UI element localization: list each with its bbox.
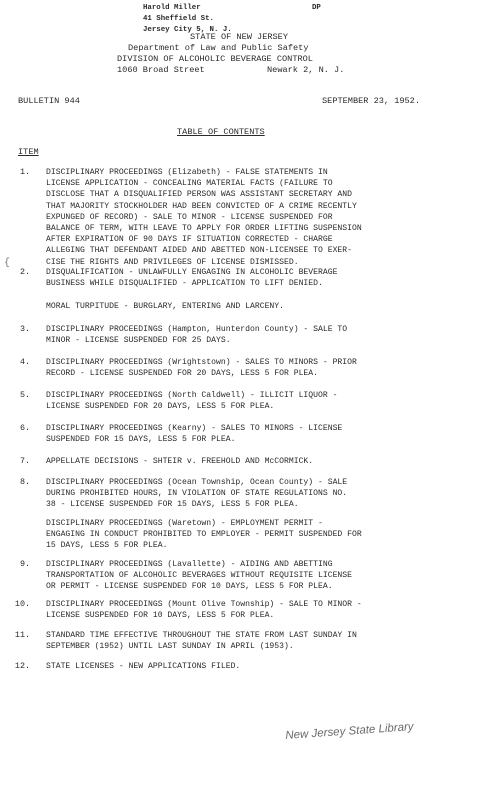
item-number: 12. <box>14 661 30 671</box>
item-line: TRANSPORTATION OF ALCOHOLIC BEVERAGES WITHOUT REQUISITE LICENSE <box>46 571 352 581</box>
header-street: 1060 Broad Street <box>117 65 205 75</box>
item-line: DISCIPLINARY PROCEEDINGS (Waretown) - EMPLOYMENT PERMIT - <box>46 519 323 528</box>
item-line: BALANCE OF TERM, WITH LEAVE TO APPLY FOR ORDER LIFTING SUSPENSION <box>46 224 362 234</box>
item-line: EXPUNGED OF RECORD) - SALE TO MINOR - LICENSE SUSPENDED FOR <box>46 212 333 222</box>
item-8-text <box>46 477 476 511</box>
header-department: Department of Law and Public Safety <box>128 43 309 53</box>
item-line: MINOR - LICENSE SUSPENDED FOR 25 DAYS. <box>46 336 231 346</box>
item-line: CISE THE RIGHTS AND PRIVILEGES OF LICENSE DISMISSED. <box>46 257 299 267</box>
item-line: DISQUALIFICATION - UNLAWFULLY ENGAGING IN ALCOHOLIC BEVERAGE <box>46 268 338 277</box>
addressee-name: Harold Miller <box>143 4 201 12</box>
item-line: 15 DAYS, LESS 5 FOR PLEA. <box>46 541 168 551</box>
item-9-text <box>46 559 476 593</box>
item-5-text <box>46 390 476 412</box>
item-line: BUSINESS WHILE DISQUALIFIED - APPLICATION TO LIFT DENIED. <box>46 279 323 289</box>
corner-mark: DP <box>312 4 321 12</box>
header-division: DIVISION OF ALCOHOLIC BEVERAGE CONTROL <box>117 54 313 64</box>
item-number: 2. <box>19 267 30 277</box>
item-line: OR PERMIT - LICENSE SUSPENDED FOR 10 DAYS, LESS 5 FOR PLEA. <box>46 582 333 592</box>
item-line: LICENSE SUSPENDED FOR 10 DAYS, LESS 5 FOR PLEA. <box>46 611 275 621</box>
item-line: DISCIPLINARY PROCEEDINGS (Wrightstown) - SALES TO MINORS - PRIOR <box>46 358 357 367</box>
item-line: ENGAGING IN CONDUCT PROHIBITED TO EMPLOYER - PERMIT SUSPENDED FOR <box>46 530 362 540</box>
item-line: RECORD - LICENSE SUSPENDED FOR 20 DAYS, LESS 5 FOR PLEA. <box>46 369 318 379</box>
addressee-street: 41 Sheffield St. <box>143 15 214 23</box>
item-number: 6. <box>19 423 30 433</box>
item-3-text <box>46 324 476 346</box>
item-2-subtext <box>46 301 476 312</box>
item-12-text <box>46 661 476 672</box>
item-number: 3. <box>19 324 30 334</box>
item-number: 4. <box>19 357 30 367</box>
item-line: DISCIPLINARY PROCEEDINGS (North Caldwell) - ILLICIT LIQUOR - <box>46 391 338 400</box>
item-line: THAT MAJORITY STOCKHOLDER HAD BEEN CONVICTED OF A CRIME RECENTLY <box>46 201 357 211</box>
item-line: DURING PROHIBITED HOURS, IN VIOLATION OF STATE REGULATIONS NO. <box>46 489 348 499</box>
item-line: DISCIPLINARY PROCEEDINGS (Ocean Township, Ocean County) - SALE <box>46 478 348 487</box>
item-6-text <box>46 423 476 445</box>
item-line: DISCIPLINARY PROCEEDINGS (Hampton, Hunterdon County) - SALE TO <box>46 325 348 334</box>
item-line: APPELLATE DECISIONS - SHTEIR v. FREEHOLD AND McCORMICK. <box>46 457 314 466</box>
item-line: STATE LICENSES - NEW APPLICATIONS FILED. <box>46 662 241 671</box>
header-city: Newark 2, N. J. <box>267 65 345 75</box>
item-label: ITEM <box>18 147 39 157</box>
item-line: LICENSE APPLICATION - CONCEALING MATERIAL FACTS (FAILURE TO <box>46 179 333 189</box>
item-line: LICENSE SUSPENDED FOR 20 DAYS, LESS 5 FOR PLEA. <box>46 402 275 412</box>
item-line: DISCIPLINARY PROCEEDINGS (Kearny) - SALES TO MINORS - LICENSE <box>46 424 343 433</box>
bulletin-number: BULLETIN 944 <box>18 96 80 106</box>
header-state: STATE OF NEW JERSEY <box>190 32 288 42</box>
item-4-text <box>46 357 476 379</box>
item-number: 7. <box>19 456 30 466</box>
item-line: DISCIPLINARY PROCEEDINGS (Mount Olive Township) - SALE TO MINOR - <box>46 600 362 609</box>
item-8-subtext <box>46 518 476 552</box>
item-number: 5. <box>19 390 30 400</box>
item-number: 9. <box>19 559 30 569</box>
item-line: AFTER EXPIRATION OF 90 DAYS IF SITUATION CORRECTED - CHARGE <box>46 235 333 245</box>
addressee-city: Jersey City 5, N. J. <box>143 26 232 34</box>
item-1-text <box>46 167 476 268</box>
item-number: 11. <box>14 630 30 640</box>
item-10-text <box>46 599 476 621</box>
item-line: MORAL TURPITUDE - BURGLARY, ENTERING AND LARCENY. <box>46 302 284 311</box>
item-number: 8. <box>19 477 30 487</box>
item-line: SUSPENDED FOR 15 DAYS, LESS 5 FOR PLEA. <box>46 435 236 445</box>
item-2-text <box>46 267 476 289</box>
item-11-text <box>46 630 476 652</box>
margin-bracket-mark: { <box>4 258 11 269</box>
item-number: 10. <box>14 599 30 609</box>
item-line: DISCIPLINARY PROCEEDINGS (Lavallette) - AIDING AND ABETTING <box>46 560 333 569</box>
library-stamp: New Jersey State Library <box>285 721 414 742</box>
item-line: SEPTEMBER (1952) UNTIL LAST SUNDAY IN APRIL (1953). <box>46 642 294 652</box>
item-number: 1. <box>19 167 30 177</box>
item-line: ALLEGING THAT DEFENDANT AIDED AND ABETTED NON-LICENSEE TO EXER- <box>46 246 352 256</box>
item-line: DISCIPLINARY PROCEEDINGS (Elizabeth) - FALSE STATEMENTS IN <box>46 168 328 177</box>
toc-title: TABLE OF CONTENTS <box>177 127 265 137</box>
item-7-text <box>46 456 476 467</box>
item-line: STANDARD TIME EFFECTIVE THROUGHOUT THE STATE FROM LAST SUNDAY IN <box>46 631 357 640</box>
item-line: 38 - LICENSE SUSPENDED FOR 15 DAYS, LESS 5 FOR PLEA. <box>46 500 299 510</box>
item-line: DISCLOSE THAT A DISQUALIFIED PERSON WAS ASSISTANT SECRETARY AND <box>46 190 352 200</box>
bulletin-date: SEPTEMBER 23, 1952. <box>322 96 420 106</box>
